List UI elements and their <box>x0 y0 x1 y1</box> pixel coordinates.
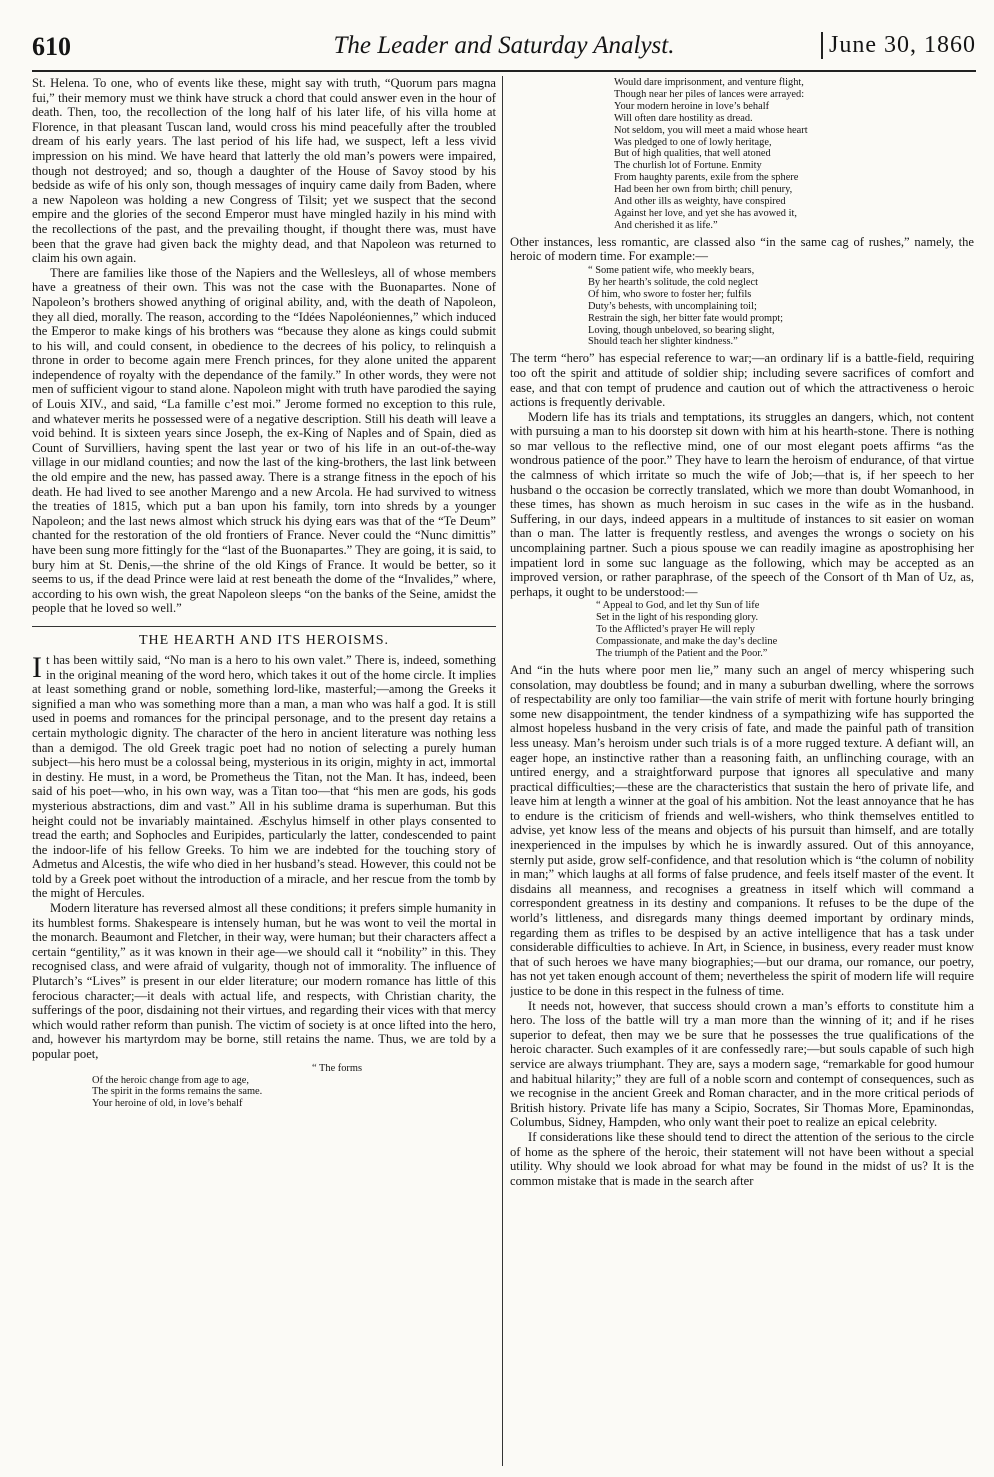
verse-block <box>92 1063 496 1111</box>
verse-line: From haughty parents, exile from the sphere <box>614 172 799 184</box>
verse-line: Your modern heroine in love’s behalf <box>614 100 770 112</box>
article-paragraph: St. Helena. To one, who of events like these, might say with truth, “Quorum pars magna fui,” their memory must we think have struck a chord that could answer even in the hour of death. Then, too, the recollection of the long half of his later life, of his villa home at Florence, in that pleasant Tuscan land, would cross his mind peacefully after the troubled dream of his early years. The last period of his life had, we suspect, left a less vivid impression on his mind. We have heard that latterly the old man’s powers were impaired, though not destroyed; and so, though a daughter of the House of Savoy stood by his bedside as wife of his only son, though messages of inquiry came daily from Baden, where a new Napoleon was holding a new Congress of Tilsit; yet we suspect that the second empire and the glories of the second Emperor must have mingled hazily in his mind with the recollections of the past, and the prevailing thought, if thought there was, must have been that the grave had given back the mighty dead, and that Napoleon was returned to claim his own again. <box>32 76 496 266</box>
verse-line: The churlish lot of Fortune. Enmity <box>614 160 762 172</box>
verse-line: To the Afflicted’s prayer He will reply <box>596 624 755 636</box>
article-paragraph: Other instances, less romantic, are classed also “in the same cag of rushes,” namely, the heroic of modern time. For example:— <box>510 234 974 264</box>
left-column <box>32 76 496 1466</box>
page-number: 610 <box>32 32 71 61</box>
verse-line: Loving, though unbeloved, so bearing slight, <box>588 324 775 336</box>
verse-line: Was pledged to one of lowly heritage, <box>614 136 772 148</box>
issue-date: June 30, 1860 <box>821 32 976 59</box>
verse-line: Will often dare hostility as dread. <box>614 112 753 124</box>
verse-line: Your heroine of old, in love’s behalf <box>92 1098 243 1110</box>
verse-line: Though near her piles of lances were arrayed: <box>614 88 805 100</box>
verse-line: “ The forms <box>312 1062 363 1074</box>
verse-line: Against her love, and yet she has avowed it, <box>614 207 797 219</box>
verse-line: But of high qualities, that well atoned <box>614 148 771 160</box>
article-paragraph: The term “hero” has especial reference to war;—an ordinary lif is a battle-field, requiring too oft the spirit and attitude of soldier ship; including severe sacrifices of comfort and ease, and that con tempt of prudence and caution out of which the attractiveness o heroic actions is frequently derivable. <box>510 351 974 410</box>
article-paragraph: It needs not, however, that success should crown a man’s efforts to constitute him a hero. The loss of the battle will try a man more than the winning of it; and if he rises superior to defeat, then may we be sure that he possesses the true qualifications of the heroic character. Such examples of it are confessedly rare;—but souls capable of such high service are always triumphant. They are, says a modern sage, “remarkable for good humour and habitual hilarity;” they are full of a noble scorn and contempt of consequences, such as we recognise in the ancient Greek and Roman character, and in the more critical periods of British history. Private life has many a Scipio, Socrates, Sir Thomas More, Epaminondas, Columbus, Sidney, Hampden, who only want their poet to realize an epical celebrity. <box>510 998 974 1130</box>
verse-line: “ Appeal to God, and let thy Sun of life <box>596 600 760 612</box>
article-paragraph: Modern life has its trials and temptations, its struggles an dangers, which, not content with pursuing a man to his doorstep sit down with him at his hearth-stone. There is nothing so mar vellous to the reflective mind, one of our most elegant poets affirms “as the wondrous patience of the poor.” They have to learn the heroism of endurance, of that virtue the calmness of which irritate so much the wife of Job;—that is, if her speech to her husband o the occasion be correctly translated, which we more than doubt Womanhood, in these times, has shown as much heroism in suc cases in the wife as in the husband. Suffering, in our days, indeed appears in a multitude of instances to sit easier on woman than o man. The latter is frequently restless, and avenges the wrongs o society on his uncomplaining partner. Such a pious spouse we can readily imagine as apostrophising her impatient lord in some suc language as the following, which may be accepted as an improved version, or rather paraphrase, of the speech of the Consort of th Man of Uz, as, perhaps, it ought to be understood:— <box>510 409 974 599</box>
article-paragraph: There are families like those of the Napiers and the Wellesleys, all of whose members have a greatness of their own. This was not the case with the Buonapartes. None of Napoleon’s brothers showed anything of original ability, and, with the death of Napoleon, they all died, morally. The reason, according to the “Idées Napoléoniennes,” which induced the Emperor to make kings of his brothers was “because they alone as kings could submit to his will, and could consent, in obedience to the decrees of his policy, to relinquish a throne in order to become again mere French princes, for they alone united the apparent independence of royalty with the dependance of the family.” In other words, they were not men of sufficient vigour to stand alone. Napoleon might with truth have parodied the saying of Louis XIV., and said, “La famille c’est moi.” Jerome formed no exception to this rule, and whatever merits he possessed were of a negative description. Still his death will leave a void behind. It is sixteen years since Joseph, the ex-King of Naples and of Spain, died as Count of Survilliers, having spent the last year or two of his life in an out-of-the-way village in our midland counties; and now the last of the king-brothers, the last link between the old empire and the new, has passed away. There is a strange fitness in the epoch of his death. He had lived to see another Marengo and a new Arcola. He had survived to witness the treaties of 1815, which put a ban upon his family, torn into shreds by a younger Napoleon; and the last news almost which struck his dying ears was that of the “Te Deum” chanted for the restoration of the old frontiers of France. Never could the “Nunc dimittis” have been sung more fittingly for the “last of the Buonapartes.” They are going, it is said, to bury him at St. Denis,—the shrine of the old Kings of France. It would be better, so it seems to us, if the dead Prince were laid at rest beneath the dome of the “Invalides,” where, according to his own wish, the great Napoleon sleeps “on the banks of the Seine, amidst the people that he loved so well.” <box>32 265 496 616</box>
article-paragraph: It has been wittily said, “No man is a hero to his own valet.” There is, indeed, something in the original meaning of the word hero, which takes it out of the home circle. It implies at least something grand or noble, something lord-like, masterful;—among the Greeks it signified a man who was something more than a man, a man who was half a god. It is still used in poems and romances for the principal personage, and to the present day retains a certain mythologic dignity. The character of the hero in ancient literature was nothing less than a demigod. The old Greek tragic poet had no notion of selecting a purely human subject—his hero must be a colossal being, mysterious in its origin, mighty in act, immortal in destiny. He must, in a word, be Prometheus the Titan, not the Man. It has, indeed, been said of his poet—who, in his own way, was a Titan too—that “his men are gods, his gods mysterious abstractions, dim and vast.” All in his sublime drama is superhuman. But this height could not be invariably maintained. Æschylus himself in other plays consented to tread the earth; and Sophocles and Euripides, particularly the latter, condescended to paint the indoor-life of his fellow Greeks. To him we are indebted for the touching story of Admetus and Alcestis, the wife who died in her husband’s stead. However, this could not be told by a Greek poet without the introduction of a miracle, and her rescue from the tomb by the might of Hercules. <box>32 650 496 901</box>
verse-line: Had been her own from birth; chill penury, <box>614 184 793 196</box>
verse-line: Compassionate, and make the day’s decline <box>596 636 778 648</box>
verse-block <box>614 77 974 232</box>
verse-line: Would dare imprisonment, and venture flight, <box>614 77 804 88</box>
verse-line: Duty’s behests, with uncomplaining toil; <box>588 300 757 312</box>
verse-line: Set in the light of his responding glory. <box>596 612 759 624</box>
page-header <box>32 30 976 72</box>
article-paragraph: If considerations like these should tend to direct the attention of the serious to the circle of home as the sphere of the heroic, their statement will not have been without a special utility. Why should we look abroad for what may be found in the midst of us? It is the common mistake that is made in the search after <box>510 1129 974 1188</box>
verse-line: The triumph of the Patient and the Poor.” <box>596 648 768 660</box>
right-column <box>510 76 974 1466</box>
article-paragraph: And “in the huts where poor men lie,” many such an angel of mercy whispering such consolation, may doubtless be found; and in many a suburban dwelling, where the sorrows of respectability are only too familiar—the vain strife of merit with fortune hourly bringing some new disappointment, the tender kindness of a sympathizing wife has supported the almost hopeless husband in the very crisis of fate, and made the painful path of transition less uneasy. Man’s heroism under such trials is of a more rugged texture. A defiant will, an eager hope, an instinctive rather than a reasoning faith, an unflinching courage, with an untired energy, and a straightforward purpose that ignores all speculative and many practical difficulties;—these are the characteristics that sustain the hero of private life, and leave him at length a winner at the goal of his ambition. Not the least annoyance that he has to endure is the criticism of friends and well-wishers, who think themselves entitled to advise, yet know less of the means and objects of his pursuit than himself, and are totally inexperienced in the impulses by which he is inwardly assured. Out of this annoyance, sternly put aside, grow self-confidence, and that resolution which is “the column of nobility in man;” which laughs at all forms of false prudence, and feels itself master of the event. It disdains all meanness, and recognises a greatness in itself which will command a correspondent greatness in its destiny and companions. It refuses to be the dupe of the world’s littleness, and disregards many things deemed important by ordinary minds, regarding them as trifles to be despised by an active intelligence that has a task under considerable difficulties to achieve. In Art, in Science, in business, every reader must know that of such heroes we have many biographies;—but our drama, our romance, our poetry, has not yet taken enough account of them; nevertheless the spirit of modern life will require justice to be done in this respect in the fulness of time. <box>510 662 974 998</box>
verse-line: Restrain the sigh, her bitter fate would prompt; <box>588 312 784 324</box>
verse-line: Not seldom, you will meet a maid whose heart <box>614 124 808 136</box>
verse-line: Of him, who swore to foster her; fulfils <box>588 288 752 300</box>
verse-line: By her hearth’s solitude, the cold neglect <box>588 276 758 288</box>
verse-line: And other ills as weighty, have conspired <box>614 196 786 208</box>
verse-block <box>596 600 974 660</box>
section-title: THE HEARTH AND ITS HEROISMS. <box>32 626 496 649</box>
verse-line: Should teach her slighter kindness.” <box>588 336 738 348</box>
column-divider <box>502 76 503 1466</box>
verse-line: “ Some patient wife, who meekly bears, <box>588 264 755 276</box>
verse-block <box>588 265 974 348</box>
verse-line: And cherished it as life.” <box>614 219 718 231</box>
publication-title: The Leader and Saturday Analyst. <box>333 32 675 59</box>
verse-line: The spirit in the forms remains the same. <box>92 1086 263 1098</box>
verse-line: Of the heroic change from age to age, <box>92 1074 249 1086</box>
article-paragraph: Modern literature has reversed almost all these conditions; it prefers simple humanity in its humblest forms. Shakespeare is intensely human, but he was wont to veil the mortal in the monarch. Beaumont and Fletcher, in their way, were human; but their characters affect a certain “gentility,” as it was known in their age—we should call it “nobility” in this. They recognised class, and were afraid of vulgarity, though not of immorality. The influence of Plutarch’s “Lives” is present in our elder literature; our modern romance has little of this ferocious character;—it deals with actual life, and respects, with Christian charity, the sufferings of the poor, disdaining not their virtues, and regarding their vices with that mercy which would rather reform than punish. The victim of society is at once lifted into the hero, and, however his martyrdom may be borne, still retains the name. Thus, we are told by a popular poet, <box>32 901 496 1061</box>
